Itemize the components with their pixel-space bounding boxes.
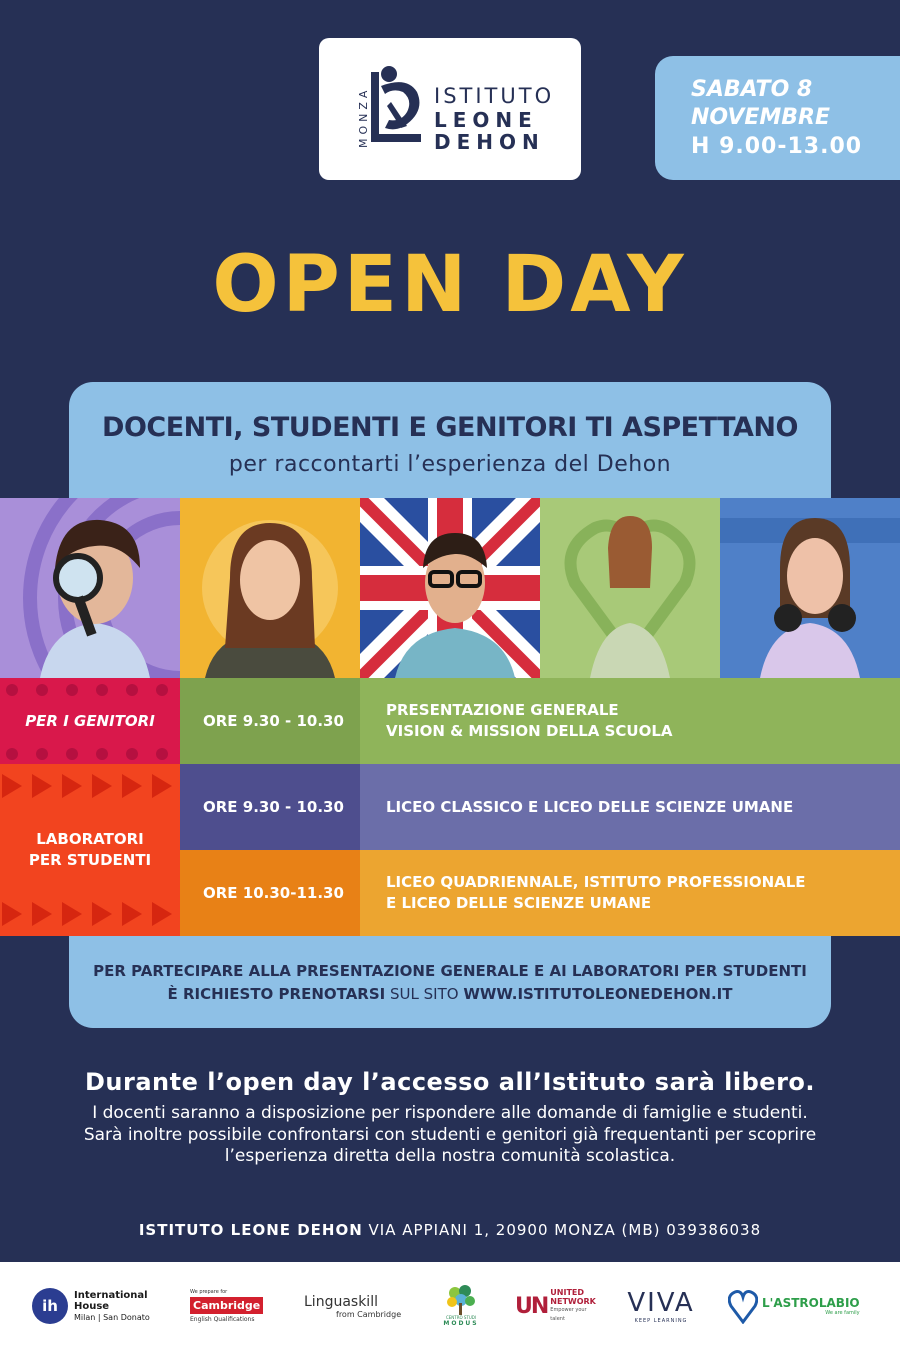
un-mark: UN [515, 1293, 548, 1319]
schedule-desc-2-line1: LICEO CLASSICO E LICEO DELLE SCIENZE UMANE [386, 797, 794, 816]
schedule-time-1-text: ORE 9.30 - 10.30 [203, 712, 344, 730]
parents-label-cell [0, 678, 180, 764]
viva-name: VIVA [627, 1288, 695, 1318]
partner-cambridge [190, 1280, 270, 1332]
linguaskill-sub: from Cambridge [336, 1309, 402, 1319]
photo-girl-meditating [540, 498, 720, 678]
astrolabio-name: L'ASTROLABIO [762, 1296, 860, 1310]
linguaskill-name: Linguaskill [304, 1293, 378, 1310]
panel-title: DOCENTI, STUDENTI E GENITORI TI ASPETTANO [102, 412, 798, 443]
partner-linguaskill [304, 1280, 404, 1332]
modus-line2: MODUS [443, 1320, 479, 1327]
cambridge-name: Cambridge [190, 1297, 263, 1314]
school-name: ISTITUTO LEONE DEHON [138, 1221, 363, 1239]
heart-icon [728, 1288, 758, 1324]
partner-astrolabio [728, 1280, 868, 1332]
schedule-desc-1 [360, 678, 900, 764]
schedule-time-2 [180, 764, 360, 850]
cambridge-top: We prepare for [190, 1289, 228, 1295]
un-name-2: NETWORK [550, 1297, 596, 1306]
partner-united-network [515, 1280, 595, 1332]
parents-label: PER I GENITORI [25, 711, 155, 730]
logo-city-text: MONZA [357, 86, 370, 148]
ih-name-1: International [74, 1289, 148, 1301]
partner-international-house [32, 1280, 162, 1332]
logo-line-istituto: ISTITUTO [434, 84, 555, 108]
schedule-time-3-text: ORE 10.30-11.30 [203, 884, 344, 902]
booking-note-line2 [69, 985, 831, 1003]
schedule-desc-3-line1: LICEO QUADRIENNALE, ISTITUTO PROFESSIONALE [386, 873, 806, 891]
schedule-time-3 [180, 850, 360, 936]
un-sub: Empower your talent [550, 1307, 587, 1322]
access-line-2: Sarà inoltre possibile confrontarsi con studenti e genitori già frequentanti per scoprire [83, 1125, 817, 1145]
schedule-desc-3 [360, 850, 900, 936]
booking-note-line1: PER PARTECIPARE ALLA PRESENTAZIONE GENERALE E AI LABORATORI PER STUDENTI [93, 962, 807, 980]
un-name-1: UNITED [550, 1288, 585, 1297]
event-date-day: SABATO 8 [691, 77, 813, 102]
students-label-cell [0, 764, 180, 936]
access-line-3: l’esperienza diretta della nostra comunità scolastica. [224, 1146, 676, 1166]
ih-logo-icon: ih [32, 1288, 68, 1324]
viva-sub: KEEP LEARNING [634, 1318, 688, 1324]
tree-icon [443, 1285, 479, 1315]
logo-line-dehon: DEHON [434, 130, 545, 154]
access-line-1: I docenti saranno a disposizione per rispondere alle domande di famiglie e studenti. [92, 1103, 808, 1123]
panel-subtitle: per raccontarti l’esperienza del Dehon [228, 452, 672, 477]
photo-student-magnifier [0, 498, 180, 678]
partner-modus [436, 1280, 486, 1332]
schedule-desc-1-line1: PRESENTAZIONE GENERALE [386, 701, 619, 719]
ih-sub: Milan | San Donato [74, 1312, 150, 1322]
astrolabio-sub: We are family [825, 1310, 860, 1316]
photo-girl-headphones [720, 498, 900, 678]
event-date-badge [655, 56, 900, 180]
event-date-hours: H 9.00-13.00 [691, 134, 863, 159]
students-label-line1: LABORATORI [36, 830, 144, 848]
page-title: OPEN DAY [212, 240, 688, 330]
modus-line1: CENTRO STUDI [445, 1315, 477, 1320]
booking-site-text: SUL SITO [385, 985, 464, 1003]
schedule-desc-1-line2: VISION & MISSION DELLA SCUOLA [386, 722, 673, 740]
logo-line-leone: LEONE [434, 108, 538, 132]
students-label-line2: PER STUDENTI [28, 851, 152, 869]
website-link[interactable]: WWW.ISTITUTOLEONEDEHON.IT [463, 985, 733, 1003]
school-address-detail: VIA APPIANI 1, 20900 MONZA (MB) 039386038 [362, 1221, 762, 1239]
photo-boy-uk-flag [360, 498, 540, 678]
partner-viva [624, 1280, 698, 1332]
schedule-time-1 [180, 678, 360, 764]
access-title: Durante l’open day l’accesso all’Istituto sarà libero. [84, 1068, 816, 1096]
event-date-month: NOVEMBRE [691, 105, 831, 130]
school-logo [319, 38, 581, 180]
ih-name-2: House [74, 1300, 110, 1312]
booking-required-text: È RICHIESTO PRENOTARSI [167, 985, 386, 1003]
schedule-time-2-text: ORE 9.30 - 10.30 [203, 798, 344, 816]
schedule-desc-2 [360, 764, 900, 850]
logo-emblem-icon [367, 62, 427, 154]
schedule-desc-3-line2: E LICEO DELLE SCIENZE UMANE [386, 894, 652, 912]
cambridge-sub: English Qualifications [190, 1316, 255, 1323]
photo-smiling-girl [180, 498, 360, 678]
school-address [0, 1221, 900, 1239]
